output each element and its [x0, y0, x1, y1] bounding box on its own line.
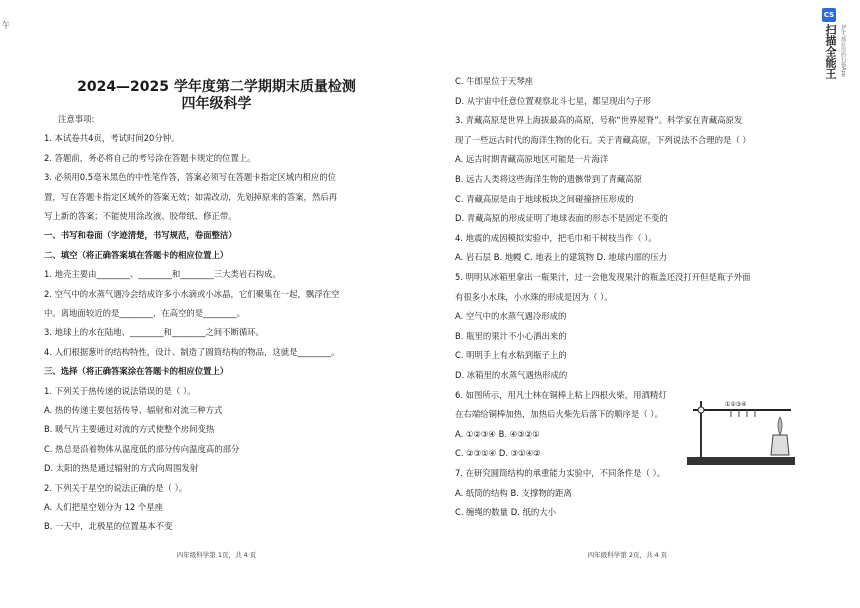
- scanner-logo-icon: CS: [822, 8, 836, 22]
- text-line: 3. 青藏高原是世界上海拔最高的高原，号称“世界屋脊”。科学家在青藏高原发: [455, 115, 743, 126]
- corner-mark: 午: [2, 21, 10, 30]
- figure-base: [687, 457, 795, 465]
- text-line: D. 青藏高原的形成证明了地球表面的形态不是固定不变的: [455, 213, 668, 224]
- text-line: 现了一些远古时代的海洋生物的化石。关于青藏高原，下列说法不合理的是（ ）: [455, 134, 751, 145]
- section-heading: 一、书写和卷面（字迹清楚，书写规范，卷面整洁）: [44, 230, 237, 241]
- text-line: B. 暖气片主要通过对流的方式使整个房间变热: [44, 424, 215, 435]
- text-line: 7. 在研究圆筒结构的承重能力实验中，不同条件是（ ）。: [455, 468, 666, 478]
- text-line: 中。离地面较近的是________，在高空的是________。: [44, 308, 245, 318]
- exam-title: 2024—2025 学年度第二学期期末质量检测: [77, 79, 356, 95]
- section-heading: 二、填空（将正确答案填在答题卡的相应位置上）: [44, 249, 229, 260]
- text-line: 有很多小水珠，小水珠的形成是因为（ ）。: [455, 291, 613, 302]
- text-line: D. 冰箱里的水蒸气遇热形成的: [455, 370, 568, 380]
- scanner-app-name: 扫描全能王: [824, 24, 837, 79]
- notes-heading: 注意事项:: [58, 114, 95, 124]
- copper-rod-experiment-figure: [687, 395, 795, 467]
- text-line: 2. 答题前，务必将自己的考号涂在答题卡规定的位置上。: [44, 152, 256, 163]
- text-line: A. 空气中的水蒸气遇冷形成的: [455, 311, 567, 322]
- text-line: A. 热的传递主要包括传导、辐射和对流三种方式: [44, 405, 223, 415]
- text-line: 写上新的答案；不能使用涂改液、胶带纸、修正带。: [44, 211, 237, 221]
- text-line: 4. 地震的成因模拟实验中，把毛巾和干树枝当作（ ）。: [455, 232, 657, 243]
- text-line: B. 远古人类将这些海洋生物的遗骸带到了青藏高原: [455, 174, 642, 184]
- text-line: A. ①②③④ B. ④③②①: [455, 428, 540, 439]
- exam-page-right: [455, 0, 800, 608]
- text-line: A. 远古时期青藏高原地区可能是一片海洋: [455, 154, 609, 165]
- text-line: 4. 人们根据葱叶的结构特性，设计、制造了圆筒结构的物品，这就是________。: [44, 346, 340, 357]
- text-line: C. ②③①④ D. ③①④②: [455, 448, 541, 459]
- flame: [778, 417, 782, 435]
- text-line: 3. 地球上的水在陆地、________和________之间不断循环。: [44, 327, 265, 338]
- text-line: 2. 下列关于星空的说法正确的是（ ）。: [44, 482, 188, 493]
- text-line: B. 瓶里的果汁不小心洒出来的: [455, 330, 567, 341]
- text-line: D. 太阳的热是通过辐射的方式向周围发射: [44, 463, 199, 474]
- text-line: 2. 空气中的水蒸气遇冷会结成许多小水滴或小冰晶，它们聚集在一起，飘浮在空: [44, 288, 340, 299]
- text-line: 5. 明明从冰箱里拿出一瓶果汁，过一会他发现果汁的瓶盖还没打开但是瓶子外面: [455, 272, 751, 282]
- text-line: 置，写在答题卡指定区域外的答案无效；如需改动，先划掉原来的答案，然后再: [44, 191, 338, 202]
- match-number-labels: ①②③④: [725, 401, 747, 408]
- scanner-tagline: 3亿人都在用的扫描App: [840, 24, 846, 77]
- rod-clamp: [698, 407, 704, 413]
- exam-subtitle: 四年级科学: [181, 96, 252, 112]
- text-line: 在右端给铜棒加热，加热后火柴先后落下的顺序是（ ）。: [455, 409, 663, 420]
- text-line: B. 一天中，北极星的位置基本不变: [44, 521, 173, 532]
- text-line: C. 明明手上有水粘到瓶子上的: [455, 350, 567, 361]
- alcohol-lamp: [771, 435, 789, 455]
- text-line: D. 从宇宙中任意位置观察北斗七星，都呈现出勺子形: [455, 95, 652, 106]
- text-line: 1. 下列关于热传递的说法错误的是（ ）。: [44, 385, 196, 396]
- text-line: 3. 必须用0.5毫米黑色的中性笔作答，答案必须写在答题卡指定区域内相应的位: [44, 172, 336, 183]
- page-footer-left: 四年级科学第 1页，共 4 页: [176, 551, 257, 559]
- page-footer-right: 四年级科学第 2页，共 4 页: [587, 551, 668, 559]
- text-line: C. 热总是沿着物体从温度低的部分传向温度高的部分: [44, 443, 240, 454]
- scanner-watermark: [820, 8, 850, 128]
- text-line: 1. 本试卷共4页，考试时间20分钟。: [44, 133, 180, 144]
- text-line: C. 牛郎星位于天琴座: [455, 76, 534, 86]
- text-line: C. 缠绳的数量 D. 纸的大小: [455, 507, 556, 518]
- text-line: A. 人们把星空划分为 12 个星座: [44, 502, 164, 512]
- text-line: A. 岩石层 B. 地幔 C. 地表上的建筑物 D. 地球内部的压力: [455, 252, 668, 263]
- text-line: 1. 地壳主要由________、________和________三大类岩石构成。: [44, 269, 281, 280]
- section-heading: 三、选择（将正确答案涂在答题卡的相应位置上）: [44, 366, 229, 377]
- text-line: A. 纸筒的结构 B. 支撑物的距离: [455, 487, 572, 498]
- exam-page-left: [44, 0, 389, 608]
- text-line: 6. 如图所示，用凡士林在铜棒上粘上四根火柴，用酒精灯: [455, 389, 667, 400]
- text-line: C. 青藏高原是由于地球板块之间碰撞挤压形成的: [455, 193, 634, 204]
